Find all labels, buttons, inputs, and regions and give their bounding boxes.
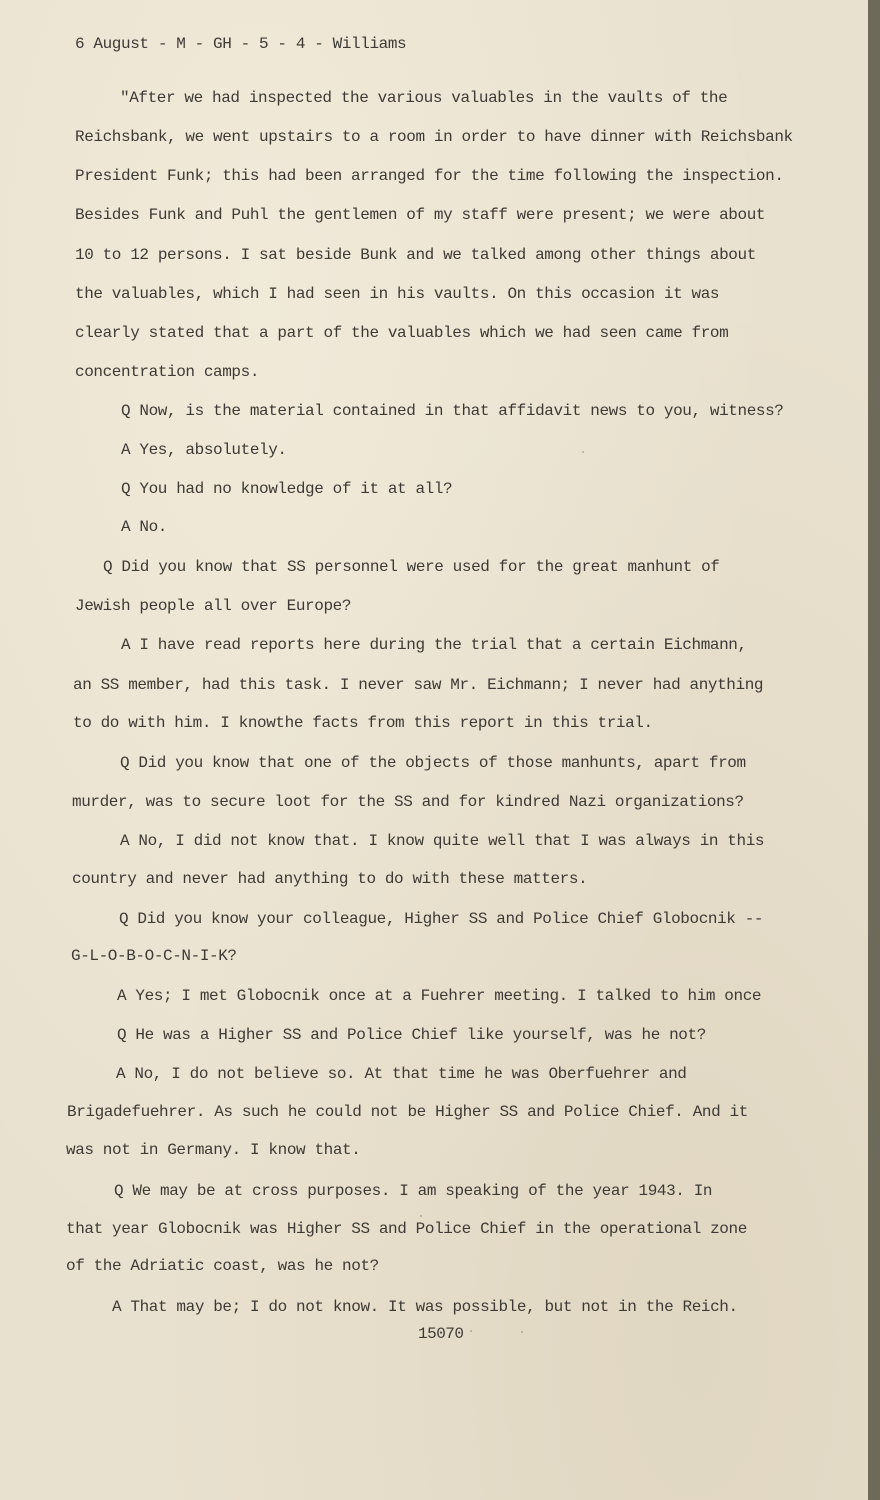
text-line: "After we had inspected the various valuables in the vaults of the [120,89,728,107]
text-line: Reichsbank, we went upstairs to a room in order to have dinner with Reichsbank [75,128,793,146]
text-line: the valuables, which I had seen in his vaults. On this occasion it was [75,285,720,303]
text-line: A Yes, absolutely. [121,441,287,459]
text-line: President Funk; this had been arranged for the time following the inspection. [75,167,784,185]
text-line: Brigadefuehrer. As such he could not be Higher SS and Police Chief. And it [67,1103,748,1121]
text-line: Q He was a Higher SS and Police Chief like yourself, was he not? [117,1026,706,1044]
text-line: Q Did you know that SS personnel were used for the great manhunt of [103,558,720,576]
page-header: 6 August - M - GH - 5 - 4 - Williams [75,35,407,53]
page-number: 15070 [418,1325,464,1343]
text-line: A That may be; I do not know. It was possible, but not in the Reich. [112,1298,738,1316]
text-line: was not in Germany. I know that. [66,1141,361,1159]
text-line: Q Did you know your colleague, Higher SS and Police Chief Globocnik -- [119,910,764,928]
text-line: country and never had anything to do with these matters. [72,870,588,888]
text-line: A No. [121,518,168,536]
text-line: concentration camps. [75,363,260,381]
text-line: an SS member, had this task. I never saw Mr. Eichmann; I never had anything [73,676,764,694]
text-line: murder, was to secure loot for the SS and for kindred Nazi organizations? [72,793,744,811]
text-line: Q Now, is the material contained in that affidavit news to you, witness? [121,402,784,420]
text-line: clearly stated that a part of the valuables which we had seen came from [75,324,729,342]
text-line: G-L-O-B-O-C-N-I-K? [71,947,237,965]
text-line: A I have read reports here during the trial that a certain Eichmann, [121,636,747,654]
text-line: A No, I did not know that. I know quite well that I was always in this [120,832,765,850]
text-line: to do with him. I knowthe facts from this report in this trial. [73,714,653,732]
text-line: Q We may be at cross purposes. I am speaking of the year 1943. In [114,1182,713,1200]
text-line: Jewish people all over Europe? [75,597,352,615]
text-line: A Yes; I met Globocnik once at a Fuehrer meeting. I talked to him once [117,987,762,1005]
text-line: that year Globocnik was Higher SS and Police Chief in the operational zone [66,1220,747,1238]
text-line: 10 to 12 persons. I sat beside Bunk and we talked among other things about [75,246,756,264]
text-line: A No, I do not believe so. At that time he was Oberfuehrer and [116,1065,687,1083]
text-line: Q Did you know that one of the objects of those manhunts, apart from [120,754,746,772]
text-line: of the Adriatic coast, was he not? [66,1257,379,1275]
text-line: Q You had no knowledge of it at all? [121,480,453,498]
text-line: Besides Funk and Puhl the gentlemen of my staff were present; we were about [75,206,766,224]
